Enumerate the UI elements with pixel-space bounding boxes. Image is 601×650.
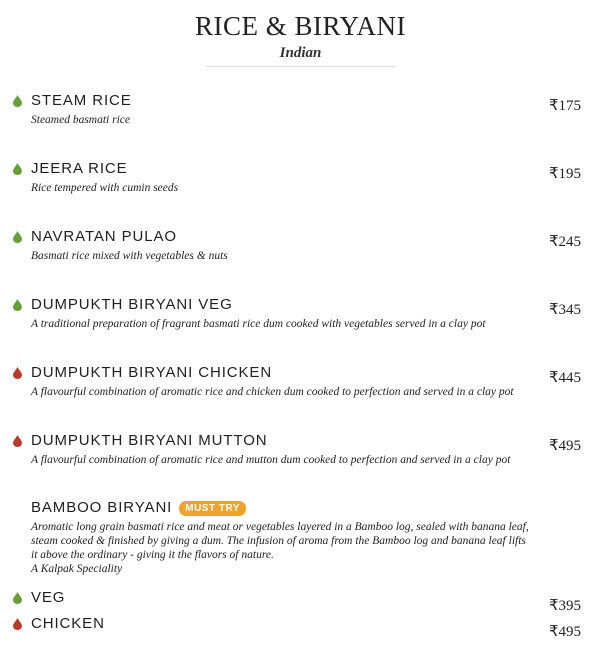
item-name: STEAM RICE — [31, 92, 132, 109]
item-description: A flavourful combination of aromatic rice and chicken dum cooked to perfection and served in a clay pot — [31, 386, 514, 398]
veg-indicator-icon — [13, 163, 22, 175]
item-name: DUMPUKTH BIRYANI MUTTON — [31, 432, 268, 449]
item-price: ₹345 — [548, 302, 581, 318]
item-description: A traditional preparation of fragrant basmati rice dum cooked with vegetables served in a clay pot — [31, 318, 486, 330]
item-description: Rice tempered with cumin seeds — [31, 182, 179, 194]
veg-indicator-icon — [13, 95, 22, 107]
speciality-note: A Kalpak Speciality — [31, 563, 123, 575]
cuisine-subtitle: Indian — [279, 45, 322, 61]
item-description: Steamed basmati rice — [31, 114, 131, 126]
item-name: NAVRATAN PULAO — [31, 228, 177, 245]
item-price: ₹245 — [548, 234, 581, 250]
item-price: ₹195 — [548, 166, 581, 182]
option-name: VEG — [31, 589, 66, 606]
item-price: ₹175 — [548, 98, 581, 114]
header-divider — [206, 66, 396, 67]
veg-indicator-icon — [13, 231, 22, 243]
item-price: ₹445 — [548, 370, 581, 386]
item-name: JEERA RICE — [31, 160, 128, 177]
nonveg-indicator-icon — [13, 618, 22, 630]
item-description: A flavourful combination of aromatic rice and mutton dum cooked to perfection and served in a clay pot — [31, 454, 511, 466]
item-name: BAMBOO BIRYANI — [31, 499, 173, 516]
item-name: DUMPUKTH BIRYANI VEG — [31, 296, 233, 313]
must-try-badge: MUST TRY — [179, 501, 246, 516]
item-description: Basmati rice mixed with vegetables & nuts — [31, 250, 228, 262]
item-price: ₹495 — [548, 438, 581, 454]
veg-indicator-icon — [13, 592, 22, 604]
option-name: CHICKEN — [31, 615, 105, 632]
item-description — [31, 520, 531, 576]
option-price: ₹395 — [548, 598, 581, 614]
nonveg-indicator-icon — [13, 367, 22, 379]
section-title: RICE & BIRYANI — [194, 11, 407, 41]
item-name-row — [31, 499, 246, 517]
item-name: DUMPUKTH BIRYANI CHICKEN — [31, 364, 273, 381]
veg-indicator-icon — [13, 299, 22, 311]
nonveg-indicator-icon — [13, 435, 22, 447]
option-price: ₹495 — [548, 624, 581, 640]
bamboo-description-text: Aromatic long grain basmati rice and meat or vegetables layered in a Bamboo log, sealed with banana leaf, steam cooked & finished by giving a dum. The infusion of aroma from the Bamboo log and banana leaf lifts it above the ordinary - giving it the flavors of nature. — [31, 521, 529, 561]
menu-header — [0, 10, 601, 67]
